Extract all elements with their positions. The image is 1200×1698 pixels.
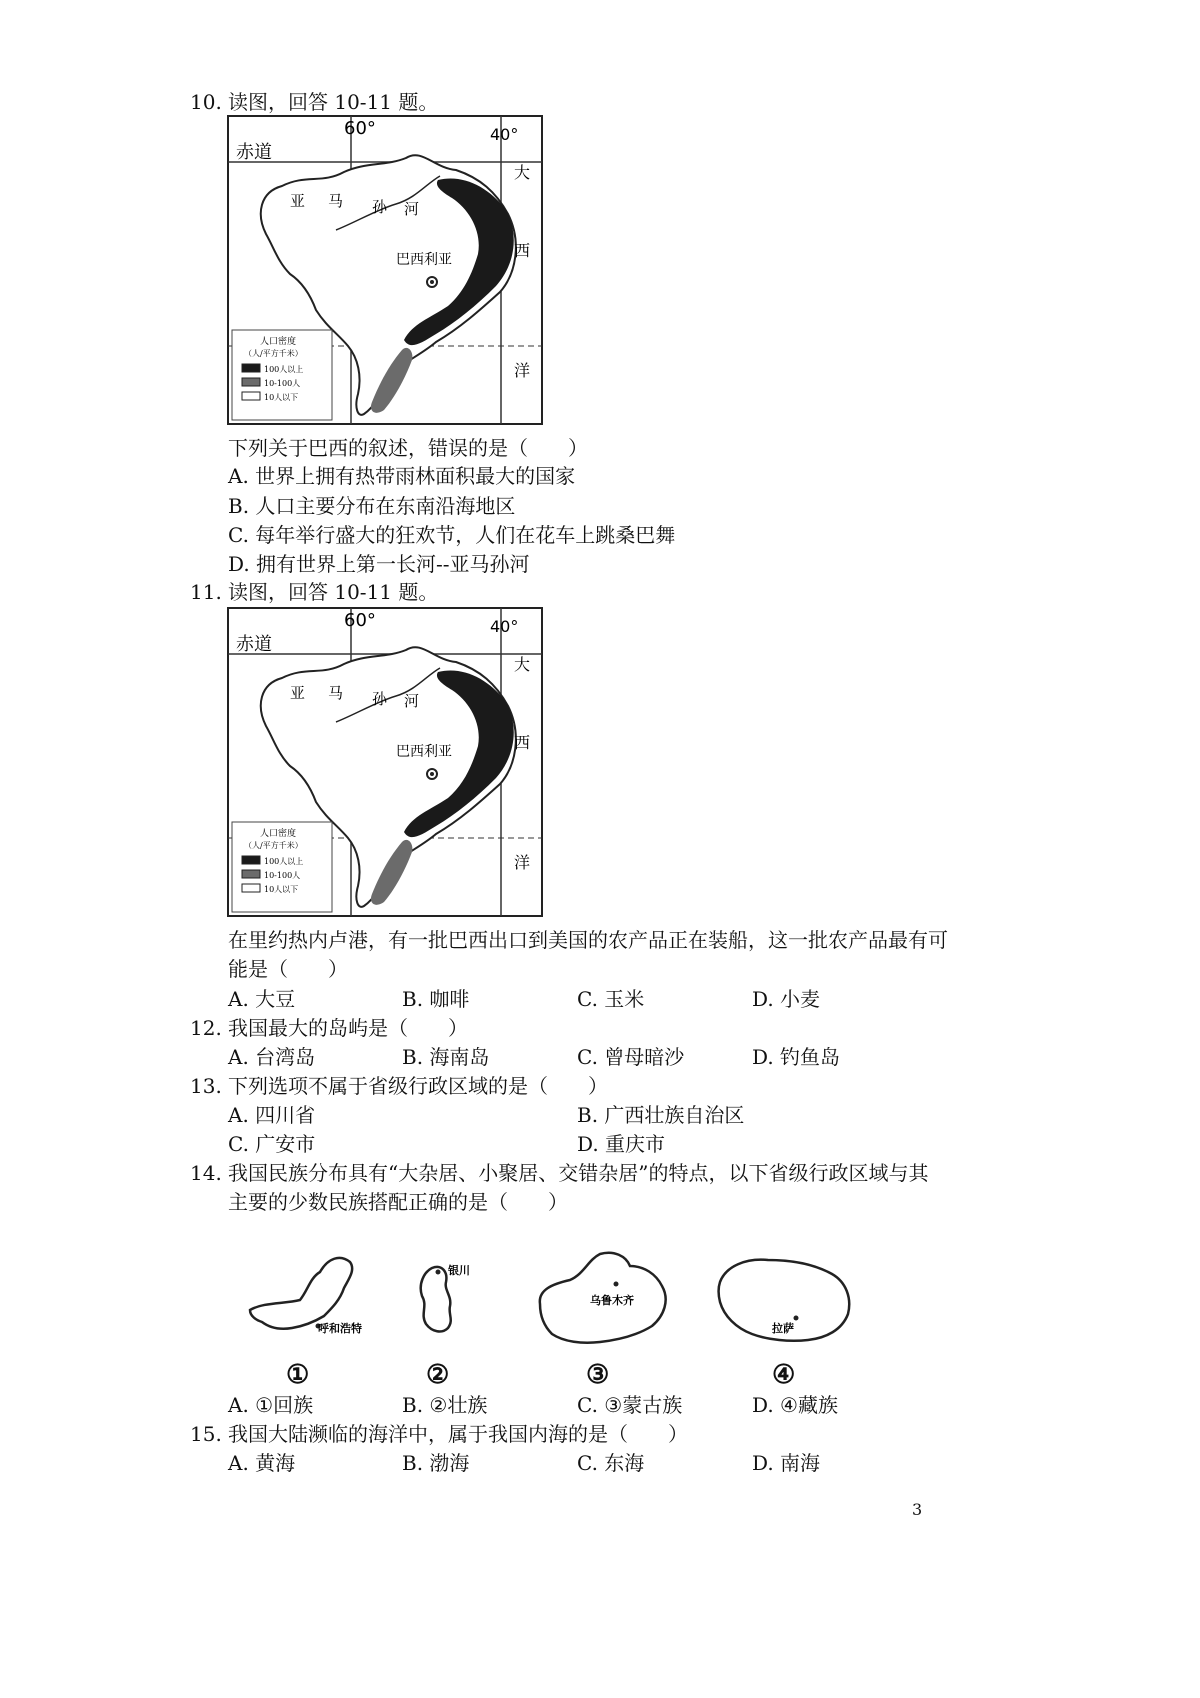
province-map-tibet — [712, 1248, 862, 1358]
question-text: 我国最大的岛屿是（ ） — [228, 1016, 468, 1040]
option-b: B. ②壮族 — [402, 1393, 488, 1417]
svg-text:洋: 洋 — [514, 853, 531, 872]
option-d: D. 拥有世界上第一长河--亚马孙河 — [228, 552, 530, 576]
question-text-line2: 能是（ ） — [228, 957, 348, 981]
svg-text:人口密度: 人口密度 — [260, 829, 297, 839]
question-text: 下列关于巴西的叙述，错误的是（ ） — [228, 436, 588, 460]
option-d: D. 钓鱼岛 — [752, 1045, 841, 1069]
option-c: C. 广安市 — [228, 1132, 316, 1156]
svg-text:40°: 40° — [490, 617, 519, 636]
legend-item-high: 100人以上 — [264, 365, 304, 374]
question-prompt: 读图，回答 10-11 题。 — [228, 580, 439, 604]
svg-text:孙: 孙 — [372, 690, 388, 708]
question-text-line2: 主要的少数民族搭配正确的是（ ） — [228, 1190, 568, 1214]
svg-text:（人/平方千米）: （人/平方千米） — [244, 841, 303, 850]
label-lon-40: 40° — [490, 125, 519, 144]
option-d: D. 南海 — [752, 1451, 821, 1475]
label-ocean-3: 洋 — [514, 361, 531, 380]
svg-text:赤道: 赤道 — [236, 634, 272, 655]
map-mark-1: ① — [286, 1360, 310, 1390]
province-map-ningxia — [408, 1258, 488, 1348]
label-ocean-1: 大 — [514, 163, 531, 182]
page-number: 3 — [912, 1500, 923, 1519]
option-c: C. 东海 — [577, 1451, 645, 1475]
label-lon-60: 60° — [344, 118, 376, 139]
province-map-xinjiang — [530, 1244, 680, 1354]
svg-text:亚: 亚 — [290, 684, 306, 702]
question-text-line1: 我国民族分布具有“大杂居、小聚居、交错杂居”的特点，以下省级行政区域与其 — [228, 1161, 929, 1185]
svg-text:河: 河 — [404, 692, 420, 710]
option-b: B. 人口主要分布在东南沿海地区 — [228, 494, 516, 518]
option-a: A. 黄海 — [228, 1451, 296, 1475]
label-equator: 赤道 — [236, 142, 272, 163]
map-mark-4: ④ — [772, 1360, 796, 1390]
city-label-lhasa: 拉萨 — [772, 1322, 794, 1335]
option-c: C. 玉米 — [577, 987, 645, 1011]
question-number: 15. — [190, 1422, 222, 1446]
question-number: 10. — [190, 90, 222, 114]
svg-text:巴西利亚: 巴西利亚 — [396, 744, 452, 760]
option-a: A. 大豆 — [228, 987, 296, 1011]
question-text: 下列选项不属于省级行政区域的是（ ） — [228, 1074, 608, 1098]
label-river-1: 亚 — [290, 192, 306, 210]
option-d: D. ④藏族 — [752, 1393, 838, 1417]
svg-text:10-100人: 10-100人 — [264, 871, 301, 880]
legend-item-mid: 10-100人 — [264, 379, 301, 388]
question-number: 13. — [190, 1074, 222, 1098]
option-b: B. 咖啡 — [402, 987, 470, 1011]
question-number: 14. — [190, 1161, 222, 1185]
option-a: A. 台湾岛 — [228, 1045, 316, 1069]
option-b: B. 广西壮族自治区 — [577, 1103, 745, 1127]
city-label-hohhot: 呼和浩特 — [318, 1322, 362, 1335]
question-prompt: 读图，回答 10-11 题。 — [228, 90, 439, 114]
svg-text:西: 西 — [514, 733, 531, 752]
option-a: A. 世界上拥有热带雨林面积最大的国家 — [228, 464, 576, 488]
question-number: 12. — [190, 1016, 222, 1040]
svg-text:马: 马 — [328, 684, 344, 702]
label-capital: 巴西利亚 — [396, 252, 452, 268]
option-a: A. ①回族 — [228, 1393, 314, 1417]
province-map-inner-mongolia — [244, 1244, 374, 1344]
option-d: D. 小麦 — [752, 987, 821, 1011]
label-river-2: 马 — [328, 192, 344, 210]
question-number: 11. — [190, 580, 222, 604]
map-mark-3: ③ — [586, 1360, 610, 1390]
label-ocean-2: 西 — [514, 241, 531, 260]
option-c: C. 每年举行盛大的狂欢节，人们在花车上跳桑巴舞 — [228, 523, 676, 547]
city-label-urumqi: 乌鲁木齐 — [590, 1294, 634, 1307]
svg-text:大: 大 — [514, 655, 531, 674]
brazil-population-map — [226, 114, 546, 428]
legend-unit: （人/平方千米） — [244, 349, 303, 358]
brazil-population-map-2 — [226, 606, 546, 920]
question-text: 我国大陆濒临的海洋中，属于我国内海的是（ ） — [228, 1422, 688, 1446]
option-c: C. 曾母暗沙 — [577, 1045, 685, 1069]
svg-text:100人以上: 100人以上 — [264, 857, 304, 866]
question-text-line1: 在里约热内卢港，有一批巴西出口到美国的农产品正在装船，这一批农产品最有可 — [228, 928, 948, 952]
option-b: B. 海南岛 — [402, 1045, 490, 1069]
svg-text:60°: 60° — [344, 610, 376, 631]
city-label-yinchuan: 银川 — [448, 1264, 470, 1277]
option-b: B. 渤海 — [402, 1451, 470, 1475]
option-c: C. ③蒙古族 — [577, 1393, 683, 1417]
option-d: D. 重庆市 — [577, 1132, 666, 1156]
legend-title: 人口密度 — [260, 337, 297, 347]
svg-text:10人以下: 10人以下 — [264, 885, 299, 894]
legend-item-low: 10人以下 — [264, 393, 299, 402]
map-mark-2: ② — [426, 1360, 450, 1390]
label-river-3: 孙 — [372, 198, 388, 216]
option-a: A. 四川省 — [228, 1103, 316, 1127]
label-river-4: 河 — [404, 200, 420, 218]
